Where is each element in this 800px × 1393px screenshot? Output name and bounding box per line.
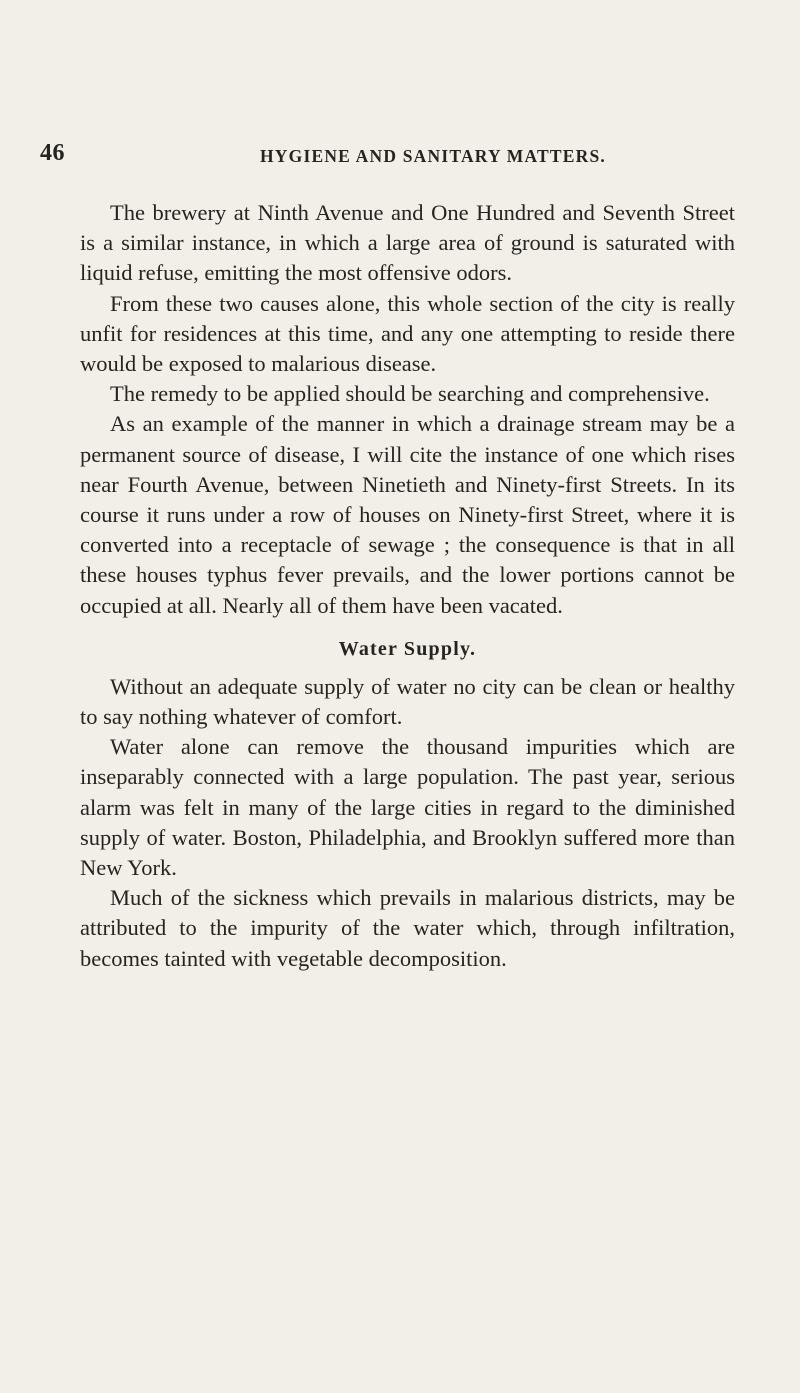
paragraph-malarious-districts: Much of the sickness which prevails in malarious districts, may be attributed to the impurity of the water which, through infiltration, becomes tainted with vegetable decomposition. (80, 885, 735, 971)
running-head (40, 140, 690, 180)
page-number: 46 (40, 140, 65, 166)
paragraph-impurities: Water alone can remove the thousand impurities which are inseparably connected with a large population. The past year, serious alarm was felt in many of the large cities in regard to the diminished supply of water. Boston, Philadelphia, and Brooklyn suffered more than New York. (80, 734, 735, 881)
paragraph-remedy: The remedy to be applied should be searching and comprehensive. (110, 381, 710, 407)
section-heading-water-supply: Water Supply. (338, 637, 477, 660)
running-title: HYGIENE AND SANITARY MATTERS. (260, 146, 606, 166)
paragraph-adequate-supply: Without an adequate supply of water no city can be clean or healthy to say nothing whatever of comfort. (80, 673, 735, 730)
body-text (80, 198, 735, 974)
paragraph-two-causes: From these two causes alone, this whole section of the city is really unfit for residences at this time, and any one attempting to reside there would be exposed to malarious disease. (80, 290, 735, 377)
paragraph-brewery: The brewery at Ninth Avenue and One Hundred and Seventh Street is a similar instance, in which a large area of ground is saturated with liquid refuse, emitting the most offensive odors. (80, 200, 735, 286)
paragraph-drainage-stream: As an example of the manner in which a drainage stream may be a permanent source of disease, I will cite the instance of one which rises near Fourth Avenue, between Ninetieth and Ninety-first Streets. In its course it runs under a row of houses on Ninety-first Street, where it is converted into a receptacle of sewage ; the consequence is that in all these houses typhus fever prevails, and the lower portions cannot be occupied at all. Nearly all of them have been vacated. (80, 411, 735, 618)
